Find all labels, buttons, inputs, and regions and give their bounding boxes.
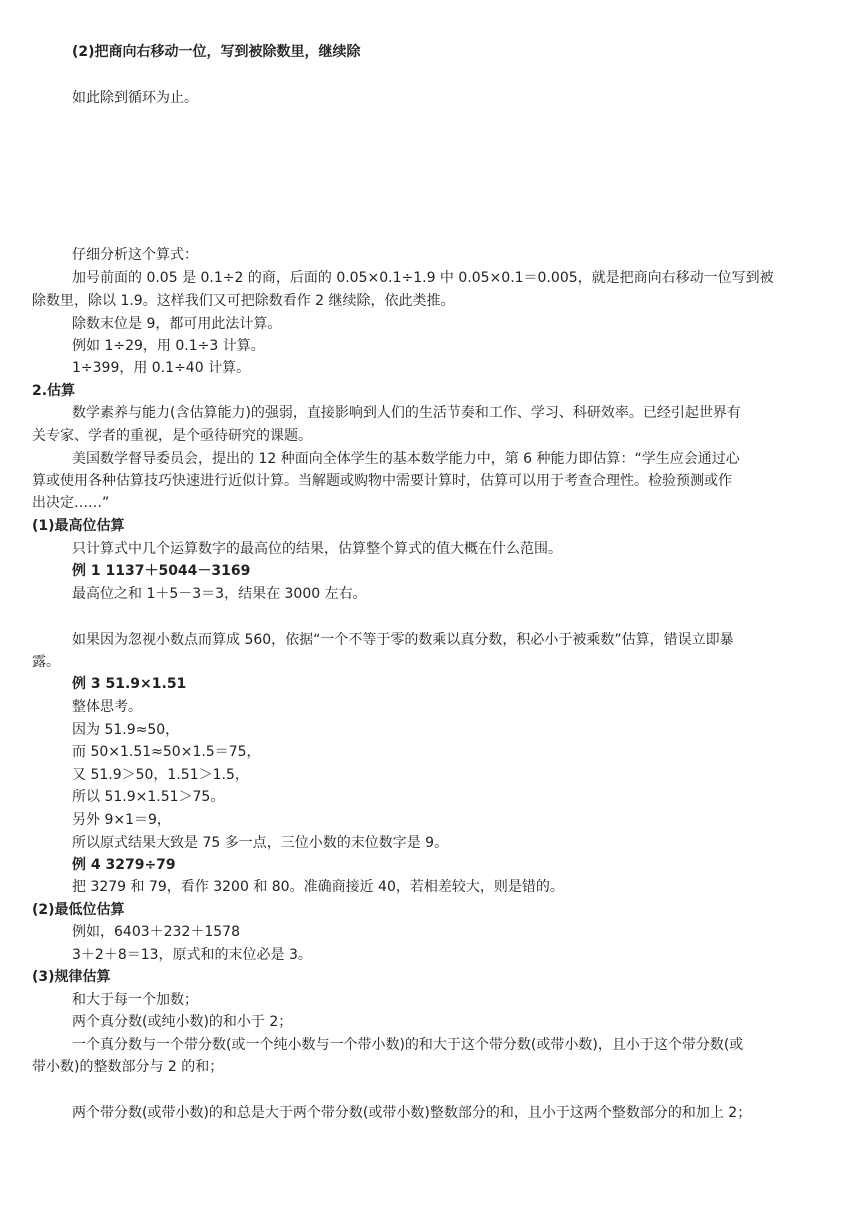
section-heading: 2.估算: [32, 383, 76, 399]
text-line: 除数末位是 9，都可用此法计算。: [72, 316, 282, 332]
text-line: 例如 1÷29，用 0.1÷3 计算。: [72, 338, 265, 354]
text-line: 而 50×1.51≈50×1.5＝75，: [72, 744, 261, 760]
text-line: 所以 51.9×1.51＞75。: [72, 789, 225, 805]
text-line: (2)把商向右移动一位，写到被除数里，继续除: [72, 44, 361, 60]
text-line: 又 51.9＞50，1.51＞1.5，: [72, 767, 249, 783]
text-line: 把 3279 和 79，看作 3200 和 80。准确商接近 40，若相差较大，则是错的。: [72, 879, 564, 895]
text-line: 两个带分数(或带小数)的和总是大于两个带分数(或带小数)整数部分的和，且小于这两个整数部分的和加上 2；: [72, 1105, 752, 1121]
text-line: 数学素养与能力(含估算能力)的强弱，直接影响到人们的生活节奏和工作、学习、科研效率。已经引起世界有: [72, 405, 741, 421]
text-line: 美国数学督导委员会，提出的 12 种面向全体学生的基本数学能力中，第 6 种能力即估算：“学生应会通过心: [72, 451, 740, 467]
text-line: 算或使用各种估算技巧快速进行近似计算。当解题或购物中需要计算时，估算可以用于考查合理性。检验预测或作: [32, 473, 732, 489]
text-line: 如此除到循环为止。: [72, 90, 198, 106]
text-line: 例如，6403＋232＋1578: [72, 924, 240, 940]
text-line: 关专家、学者的重视，是个亟待研究的课题。: [32, 428, 312, 444]
text-line: 最高位之和 1＋5－3＝3，结果在 3000 左右。: [72, 586, 367, 602]
text-line: 和大于每一个加数；: [72, 992, 198, 1008]
text-line: 1÷399，用 0.1÷40 计算。: [72, 360, 251, 376]
example-line: 例 3 51.9×1.51: [72, 676, 187, 692]
text-line: 除数里，除以 1.9。这样我们又可把除数看作 2 继续除，依此类推。: [32, 293, 455, 309]
text-line: 一个真分数与一个带分数(或一个纯小数与一个带小数)的和大于这个带分数(或带小数)，且小于这个带分数(或: [72, 1037, 744, 1053]
text-line: 3＋2＋8＝13，原式和的末位必是 3。: [72, 947, 312, 963]
text-line: 露。: [32, 654, 60, 670]
subsection-heading: (2)最低位估算: [32, 902, 125, 918]
text-line: 出决定……”: [32, 495, 110, 511]
example-line: 例 4 3279÷79: [72, 857, 176, 873]
text-line: 加号前面的 0.05 是 0.1÷2 的商，后面的 0.05×0.1÷1.9 中 0.05×0.1＝0.005，就是把商向右移动一位写到被: [72, 270, 774, 286]
subsection-heading: (3)规律估算: [32, 969, 111, 985]
text-line: 如果因为忽视小数点而算成 560，依据“一个不等于零的数乘以真分数，积必小于被乘数”估算，错误立即暴: [72, 632, 734, 648]
subsection-heading: (1)最高位估算: [32, 518, 125, 534]
text-line: 只计算式中几个运算数字的最高位的结果，估算整个算式的值大概在什么范围。: [72, 541, 562, 557]
text-line: 仔细分析这个算式：: [72, 247, 198, 263]
text-line: 因为 51.9≈50，: [72, 722, 180, 738]
text-line: 整体思考。: [72, 699, 142, 715]
text-line: 带小数)的整数部分与 2 的和；: [32, 1059, 224, 1075]
text-line: 所以原式结果大致是 75 多一点，三位小数的末位数字是 9。: [72, 835, 449, 851]
example-line: 例 1 1137＋5044－3169: [72, 563, 251, 579]
text-line: 另外 9×1＝9，: [72, 812, 171, 828]
text-line: 两个真分数(或纯小数)的和小于 2；: [72, 1014, 293, 1030]
